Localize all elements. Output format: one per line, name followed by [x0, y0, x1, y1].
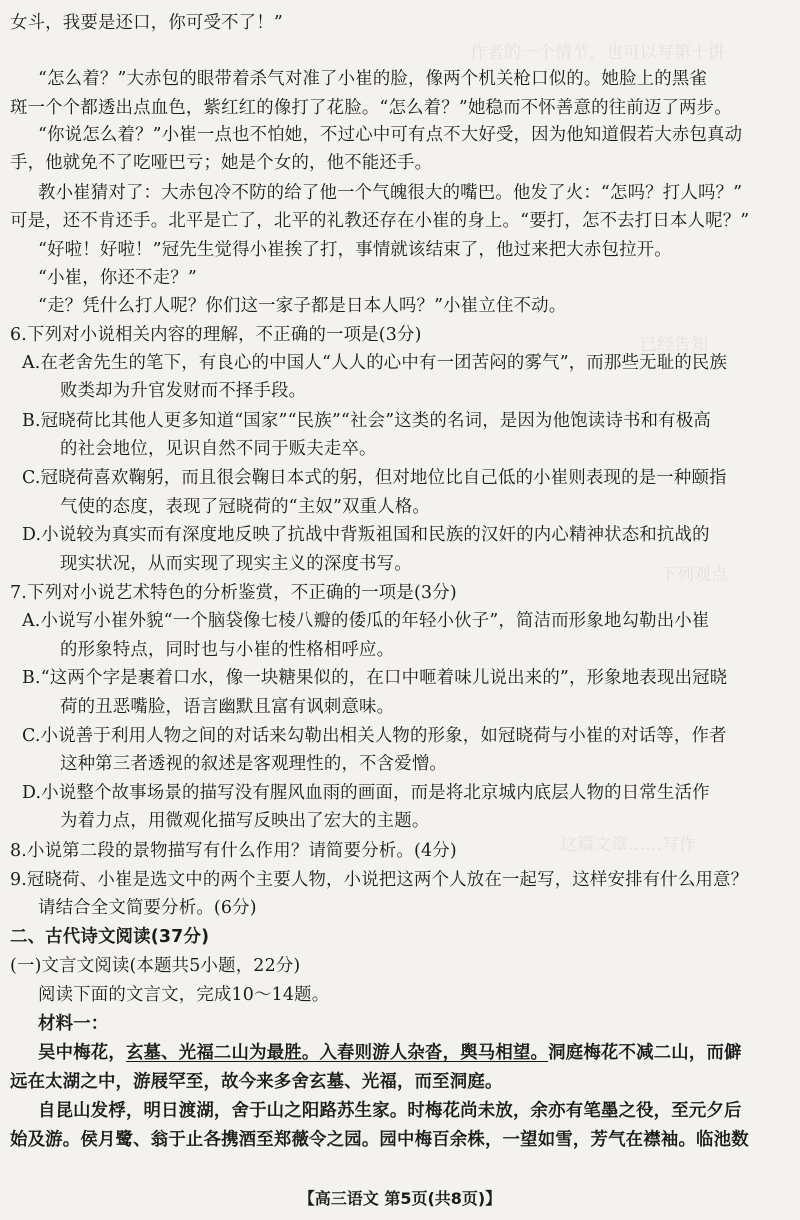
- q7-option-a: A.小说写小崔外貌“一个脑袋像七棱八瓣的倭瓜的年轻小伙子”，简洁而形象地勾勒出小崔: [22, 611, 710, 631]
- q7-option-a-cont: 的形象特点，同时也与小崔的性格相呼应。: [60, 640, 395, 660]
- passage-line: 可是，还不肯还手。北平是亡了，北平的礼教还存在小崔的身上。“要打，怎不去打日本人呢？”: [10, 211, 750, 231]
- passage-line: “小崔，你还不走？”: [38, 268, 197, 288]
- q7-option-c: C.小说善于利用人物之间的对话来勾勒出相关人物的形象，如冠晓荷与小崔的对话等，作者: [22, 726, 727, 746]
- material-1-text: 吴中梅花，: [38, 1043, 126, 1063]
- q6-option-d-cont: 现实状况，从而实现了现实主义的深度书写。: [60, 554, 412, 574]
- q7-option-b-cont: 荷的丑恶嘴脸，语言幽默且富有讽刺意味。: [60, 697, 395, 717]
- passage-line: 手，他就免不了吃哑巴亏；她是个女的，他不能还手。: [10, 153, 433, 173]
- exam-page: 作者的一个情节，也可以写第十讲 已经告知 下列观点 这篇文章……写作 女斗，我要是还口，你可受不了！” “怎么着？”大赤包的眼带着杀气对准了小崔的脸，像两个机关枪口似的。她脸上的黑雀 斑一个个都透出点血色，紫红红的像打了花脸。“怎么着？”她稳而不怀善意的往前迈了两步。 “你说怎么着？”小崔一点也不怕她，不过心中可有点不大好受，因为他知道假若大赤包真动 手，他就免不了吃哑巴亏；她是个女的，他不能还手。 教小崔猜对了：大赤包冷不防的给了他一个气魄很大的嘴巴。他发了火：“怎吗？打人吗？” 可是，还不肯还手。北平是亡了，北平的礼教还存在小崔的身上。“要打，怎不去打日本人呢？” “好啦！好啦！”冠先生觉得小崔挨了打，事情就该结束了，他过来把大赤包拉开。 “小崔，你还不走？” “走？凭什么打人呢？你们这一家子都是日本人吗？”小崔立住不动。 6.下列对小说相关内容的理解，不正确的一项是(3分) A.在老舍先生的笔下，有良心的中国人“人人的心中有一团苦闷的雾气”，而那些无耻的民族 败类却为升官发财而不择手段。 B.冠晓荷比其他人更多知道“国家”“民族”“社会”这类的名词，是因为他饱读诗书和有极高 的社会地位，见识自然不同于贩夫走卒。 C.冠晓荷喜欢鞠躬，而且很会鞠日本式的躬，但对地位比自己低的小崔则表现的是一种颐指 气使的态度，表现了冠晓荷的“主奴”双重人格。 D.小说较为真实而有深度地反映了抗战中背叛祖国和民族的汉奸的内心精神状态和抗战的 现实状况，从而实现了现实主义的深度书写。 7.下列对小说艺术特色的分析鉴赏，不正确的一项是(3分) A.小说写小崔外貌“一个脑袋像七棱八瓣的倭瓜的年轻小伙子”，简洁而形象地勾勒出小崔 的形象特点，同时也与小崔的性格相呼应。 B.“这两个字是裹着口水，像一块糖果似的，在口中咂着味儿说出来的”，形象地表现出冠晓 荷的丑恶嘴脸，语言幽默且富有讽刺意味。 C.小说善于利用人物之间的对话来勾勒出相关人物的形象，如冠晓荷与小崔的对话等，作者 这种第三者透视的叙述是客观理性的，不含爱憎。 D.小说整个故事场景的描写没有腥风血雨的画面，而是将北京城内底层人物的日常生活作 为着力点，用微观化描写反映出了宏大的主题。 8.小说第二段的景物描写有什么作用？请简要分析。(4分) 9.冠晓荷、小崔是选文中的两个主要人物，小说把这两个人放在一起写，这样安排有什么用意？ 请结合全文简要分析。(6分) 二、古代诗文阅读(37分) (一)文言文阅读(本题共5小题，22分) 阅读下面的文言文，完成10～14题。 材料一： 吴中梅花，玄墓、光福二山为最胜。入春则游人杂沓，舆马相望。洞庭梅花不减二山，而僻 远在太湖之中，游屐罕至，故今来多舍玄墓、光福，而至洞庭。 自昆山发桴，明日渡湖，舍于山之阳路苏生家。时梅花尚未放，余亦有笔墨之役，至元夕后 始及游。侯月鹭、翁于止各携酒至郑薇令之园。园中梅百余株，一望如雪，芳气在襟袖。临池数 【高三语文 第5页(共8页)】: [0, 0, 800, 1220]
- q7-option-d-cont: 为着力点，用微观化描写反映出了宏大的主题。: [60, 811, 430, 831]
- question-6-stem: 6.下列对小说相关内容的理解，不正确的一项是(3分): [10, 325, 422, 345]
- passage-line: 教小崔猜对了：大赤包冷不防的给了他一个气魄很大的嘴巴。他发了火：“怎吗？打人吗？”: [38, 183, 743, 203]
- passage-line: 女斗，我要是还口，你可受不了！”: [10, 13, 283, 33]
- passage-line: “好啦！好啦！”冠先生觉得小崔挨了打，事情就该结束了，他过来把大赤包拉开。: [38, 240, 672, 260]
- q7-option-d: D.小说整个故事场景的描写没有腥风血雨的画面，而是将北京城内底层人物的日常生活作: [22, 783, 710, 803]
- question-8: 8.小说第二段的景物描写有什么作用？请简要分析。(4分): [10, 841, 457, 861]
- material-1-line-3: 自昆山发桴，明日渡湖，舍于山之阳路苏生家。时梅花尚未放，余亦有笔墨之役，至元夕后: [38, 1101, 742, 1121]
- q6-option-d: D.小说较为真实而有深度地反映了抗战中背叛祖国和民族的汉奸的内心精神状态和抗战的: [22, 525, 710, 545]
- material-1-line-4: 始及游。侯月鹭、翁于止各携酒至郑薇令之园。园中梅百余株，一望如雪，芳气在襟袖。临池数: [10, 1130, 749, 1150]
- underlined-sentence: 玄墓、光福二山为最胜。入春则游人杂沓，舆马相望。: [125, 1043, 549, 1063]
- q7-option-c-cont: 这种第三者透视的叙述是客观理性的，不含爱憎。: [60, 754, 447, 774]
- q7-option-b: B.“这两个字是裹着口水，像一块糖果似的，在口中咂着味儿说出来的”，形象地表现出冠晓: [22, 668, 728, 688]
- question-7-stem: 7.下列对小说艺术特色的分析鉴赏，不正确的一项是(3分): [10, 583, 457, 603]
- page-footer: 【高三语文 第5页(共8页)】: [298, 1189, 502, 1208]
- q6-option-c-cont: 气使的态度，表现了冠晓荷的“主奴”双重人格。: [60, 497, 430, 517]
- section-2-subtitle: (一)文言文阅读(本题共5小题，22分): [10, 956, 301, 976]
- material-1-line-1: [0, 1040, 800, 1066]
- material-1-line-2: 远在太湖之中，游屐罕至，故今来多舍玄墓、光福，而至洞庭。: [10, 1072, 503, 1092]
- section-2-title: 二、古代诗文阅读(37分): [10, 927, 210, 947]
- q6-option-b-cont: 的社会地位，见识自然不同于贩夫走卒。: [60, 439, 377, 459]
- passage-line: 斑一个个都透出点血色，紫红红的像打了花脸。“怎么着？”她稳而不怀善意的往前迈了两步。: [10, 98, 732, 118]
- question-9: 9.冠晓荷、小崔是选文中的两个主要人物，小说把这两个人放在一起写，这样安排有什么用意？: [10, 870, 749, 890]
- passage-line: “你说怎么着？”小崔一点也不怕她，不过心中可有点不大好受，因为他知道假若大赤包真动: [38, 125, 743, 145]
- question-9-cont: 请结合全文简要分析。(6分): [38, 898, 257, 918]
- q6-option-c: C.冠晓荷喜欢鞠躬，而且很会鞠日本式的躬，但对地位比自己低的小崔则表现的是一种颐指: [22, 468, 727, 488]
- material-1-text: 洞庭梅花不减二山，而僻: [548, 1043, 742, 1063]
- passage-line: “怎么着？”大赤包的眼带着杀气对准了小崔的脸，像两个机关枪口似的。她脸上的黑雀: [38, 69, 708, 89]
- q6-option-a-cont: 败类却为升官发财而不择手段。: [60, 381, 307, 401]
- passage-line: “走？凭什么打人呢？你们这一家子都是日本人吗？”小崔立住不动。: [38, 296, 567, 316]
- material-1-label: 材料一：: [38, 1014, 109, 1034]
- q6-option-b: B.冠晓荷比其他人更多知道“国家”“民族”“社会”这类的名词，是因为他饱读诗书和有极高: [22, 411, 711, 431]
- q6-option-a: A.在老舍先生的笔下，有良心的中国人“人人的心中有一团苦闷的雾气”，而那些无耻的民族: [22, 353, 728, 373]
- section-2-instruction: 阅读下面的文言文，完成10～14题。: [38, 985, 330, 1005]
